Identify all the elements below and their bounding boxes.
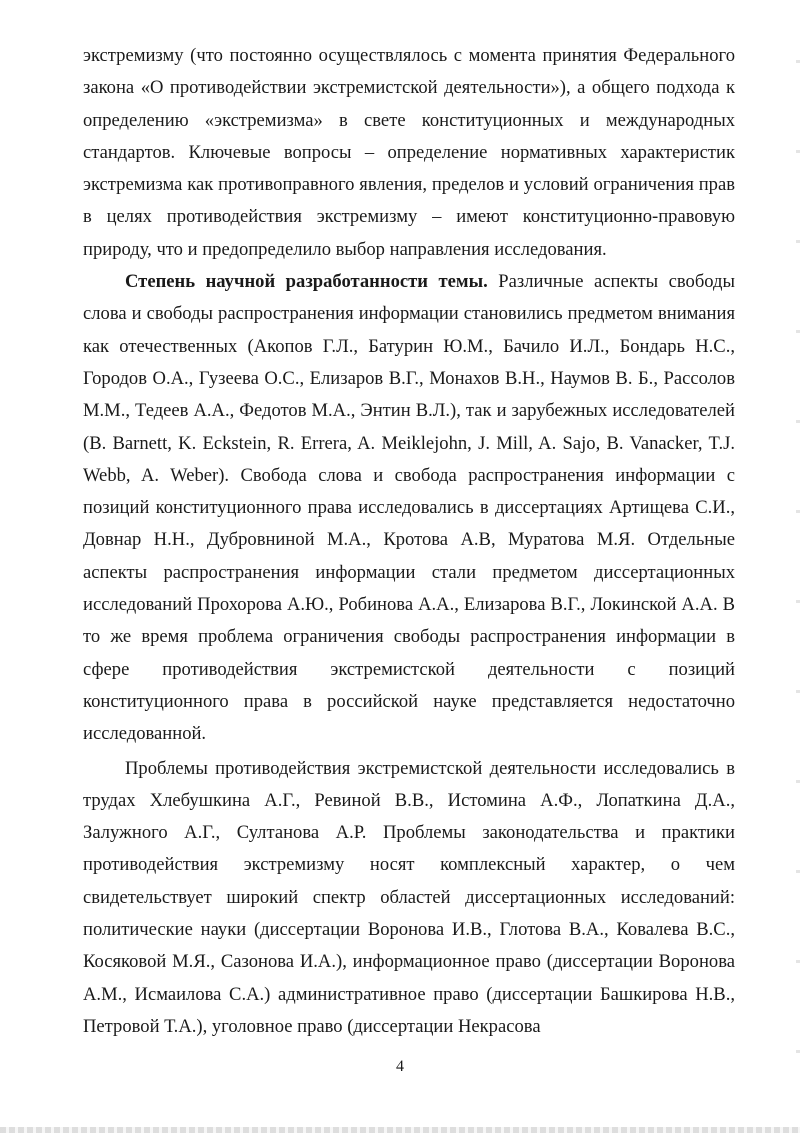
paragraph-2 xyxy=(83,266,735,750)
paragraph-2-body: Различные аспекты свободы слова и свободы распространения информации становились предметом внимания как отечественных (Акопов Г.Л., Батурин Ю.М., Бачило И.Л., Бондарь Н.С., Городов О.А., Гузеева О.С., Елизаров В.Г., Монахов В.Н., Наумов В. Б., Рассолов М.М., Тедеев А.А., Федотов М.А., Энтин В.Л.), так и зарубежных исследователей (B. Barnett, K. Eckstein, R. Errera, A. Meiklejohn, J. Mill, A. Sajo, B. Vanacker, T.J. Webb, A. Weber). Свобода слова и свобода распространения информации с позиций конституционного права исследовались в диссертациях Артищева С.И., Довнар Н.Н., Дубровниной М.А., Кротова А.В, Муратова М.Я. Отдельные аспекты распространения информации стали предметом диссертационных исследований Прохорова А.Ю., Робинова А.А., Елизарова В.Г., Локинской А.А. В то же время проблема ограничения свободы распространения информации в сфере противодействия экстремистской деятельности с позиций конституционного права в российской науке представляется недостаточно исследованной. xyxy=(83,271,735,745)
paragraph-1: экстремизму (что постоянно осуществлялось с момента принятия Федерального закона «О противодействии экстремистской деятельности»), а общего подхода к определению «экстремизма» в свете конституционных и международных стандартов. Ключевые вопросы – определение нормативных характеристик экстремизма как противоправного явления, пределов и условий ограничения прав в целях противодействия экстремизму – имеют конституционно-правовую природу, что и предопределило выбор направления исследования. xyxy=(83,45,735,260)
page-number: 4 xyxy=(396,1058,404,1075)
paragraph-3: Проблемы противодействия экстремистской деятельности исследовались в трудах Хлебушкина А.Г., Ревиной В.В., Истомина А.Ф., Лопаткина Д.А., Залужного А.Г., Султанова А.Р. Проблемы законодательства и практики противодействия экстремизму носят комплексный характер, о чем свидетельствует широкий спектр областей диссертационных исследований: политические науки (диссертации Воронова И.В., Глотова В.А., Ковалева В.С., Косяковой М.Я., Сазонова И.А.), информационное право (диссертации Воронова А.М., Исмаилова С.А.) административное право (диссертации Башкирова Н.В., Петровой Т.А.), уголовное право (диссертации Некрасова xyxy=(83,757,735,1037)
document-body xyxy=(83,40,735,1043)
scan-edge-bottom xyxy=(0,1127,800,1133)
section-heading-research-degree: Степень научной разработанности темы. xyxy=(125,271,488,293)
scan-edge-right xyxy=(796,60,800,1060)
